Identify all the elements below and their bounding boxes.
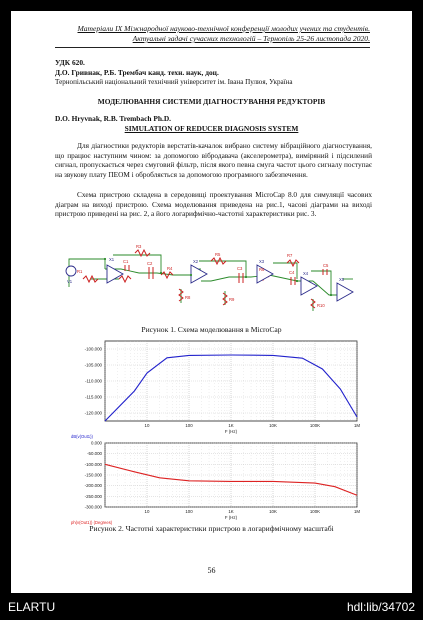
series-label: ph(v(Out1)) (Degrees) bbox=[71, 520, 113, 525]
svg-text:R1: R1 bbox=[77, 269, 83, 274]
svg-text:R4: R4 bbox=[167, 266, 173, 271]
svg-text:R7: R7 bbox=[287, 253, 293, 258]
figure2-caption: Рисунок 2. Частотні характеристики пристрою в логарифмічному масштабі bbox=[89, 524, 334, 533]
svg-text:R9: R9 bbox=[229, 297, 235, 302]
repository-footer bbox=[0, 593, 423, 620]
svg-text:X3: X3 bbox=[259, 259, 265, 264]
y-tick-label: -110.000 bbox=[84, 378, 102, 384]
x-tick-label: 1K bbox=[228, 423, 234, 428]
x-tick-label: 100K bbox=[309, 423, 321, 428]
svg-text:X4: X4 bbox=[303, 271, 309, 276]
svg-text:R10: R10 bbox=[317, 303, 325, 308]
x-tick-label: 10K bbox=[269, 423, 277, 428]
y-tick-label: -150.000 bbox=[84, 472, 102, 478]
x-tick-label: 1M bbox=[353, 423, 361, 428]
figure1-caption: Рисунок 1. Схема моделювання в MicroCap bbox=[141, 325, 282, 334]
x-tick-label: 100 bbox=[185, 509, 193, 514]
svg-text:R8: R8 bbox=[185, 295, 191, 300]
authors-ua: Д.О. Гривнак, Р.Б. Трембач канд. техн. наук, доц. bbox=[55, 68, 219, 77]
y-tick-label: -120.000 bbox=[84, 410, 102, 416]
title-en: SIMULATION OF REDUCER DIAGNOSIS SYSTEM bbox=[124, 124, 299, 133]
svg-text:C2: C2 bbox=[147, 261, 153, 266]
paragraph-1: Для діагностики редукторів верстатів-качалок вибрано систему вібраційного діагностування, що працює наступним чином: за допомогою вібродавача (акселерометра), виміряний і підсилений сигнал, пропускається через смуговий фільтр, після якого певна смуга частот цього сигналу поступає на звукову плату ПЕОМ і обробляється за допомогою програмного забезпечення. bbox=[55, 141, 372, 179]
svg-text:C5: C5 bbox=[323, 263, 329, 268]
series-label: dB(v(Out1)) bbox=[71, 434, 93, 439]
header-line-1: Матеріали IX Міжнародної науково-технічної конференції молодих учених та студентів. bbox=[77, 24, 370, 33]
y-tick-label: -50.000 bbox=[87, 451, 102, 457]
svg-text:C3: C3 bbox=[237, 266, 243, 271]
svg-text:V1: V1 bbox=[67, 279, 73, 284]
y-tick-label: -105.000 bbox=[84, 362, 102, 368]
svg-text:R3: R3 bbox=[136, 244, 142, 249]
x-tick-label: 10K bbox=[269, 509, 277, 514]
x-axis-label: F (Hz) bbox=[224, 429, 238, 434]
header-line-2: Актуальні задачі сучасних технологій – Тернопіль 25-26 листопада 2020. bbox=[132, 34, 370, 43]
svg-text:R5: R5 bbox=[215, 252, 221, 257]
frequency-response-figure bbox=[61, 337, 361, 525]
y-tick-label: -250.000 bbox=[84, 493, 102, 499]
circuit-schematic bbox=[61, 239, 361, 317]
y-tick-label: -115.000 bbox=[84, 394, 102, 400]
footer-handle: hdl:lib/34702 bbox=[346, 600, 415, 614]
svg-text:C4: C4 bbox=[289, 270, 295, 275]
x-tick-label: 10 bbox=[144, 509, 150, 514]
y-tick-label: -100.000 bbox=[84, 346, 102, 352]
x-tick-label: 100 bbox=[185, 423, 193, 428]
magnitude-plot bbox=[71, 341, 360, 439]
x-tick-label: 100K bbox=[309, 509, 321, 514]
y-tick-label: -100.000 bbox=[84, 461, 102, 467]
conference-header bbox=[55, 24, 370, 44]
authors-en: D.O. Hryvnak, R.B. Trembach Ph.D. bbox=[55, 114, 172, 123]
affiliation: Тернопільський національний технічний університет ім. Івана Пулюя, Україна bbox=[55, 78, 293, 86]
svg-text:C1: C1 bbox=[123, 259, 129, 264]
y-tick-label: 0.000 bbox=[91, 440, 102, 446]
svg-text:X2: X2 bbox=[193, 259, 199, 264]
svg-text:X1: X1 bbox=[109, 257, 115, 262]
x-tick-label: 10 bbox=[144, 423, 150, 428]
footer-repository-name: ELARTU bbox=[8, 600, 56, 614]
x-axis-label: F (Hz) bbox=[224, 515, 238, 520]
y-tick-label: -300.000 bbox=[84, 504, 102, 510]
paragraph-2: Схема пристрою складена в середовищі проектування MicroCap 8.0 для симуляції часових діаграм на виході пристрою. Схема моделювання приведена на рис.1, часові діаграми на виході пристрою приведені на рис. 2, а його логарифмічно-частотні характеристики рис. 3. bbox=[55, 190, 372, 219]
svg-text:X5: X5 bbox=[339, 277, 345, 282]
udk-code: УДК 620. bbox=[55, 58, 85, 67]
title-ua: МОДЕЛЮВАННЯ СИСТЕМИ ДІАГНОСТУВАННЯ РЕДУКТОРІВ bbox=[97, 97, 326, 106]
y-tick-label: -200.000 bbox=[84, 483, 102, 489]
phase-plot bbox=[71, 441, 360, 526]
paper-page bbox=[11, 11, 412, 593]
x-tick-label: 1M bbox=[353, 509, 361, 514]
page-number: 56 bbox=[207, 566, 216, 575]
svg-text:R6: R6 bbox=[259, 267, 265, 272]
x-tick-label: 1K bbox=[228, 509, 234, 514]
header-rule bbox=[55, 47, 370, 48]
